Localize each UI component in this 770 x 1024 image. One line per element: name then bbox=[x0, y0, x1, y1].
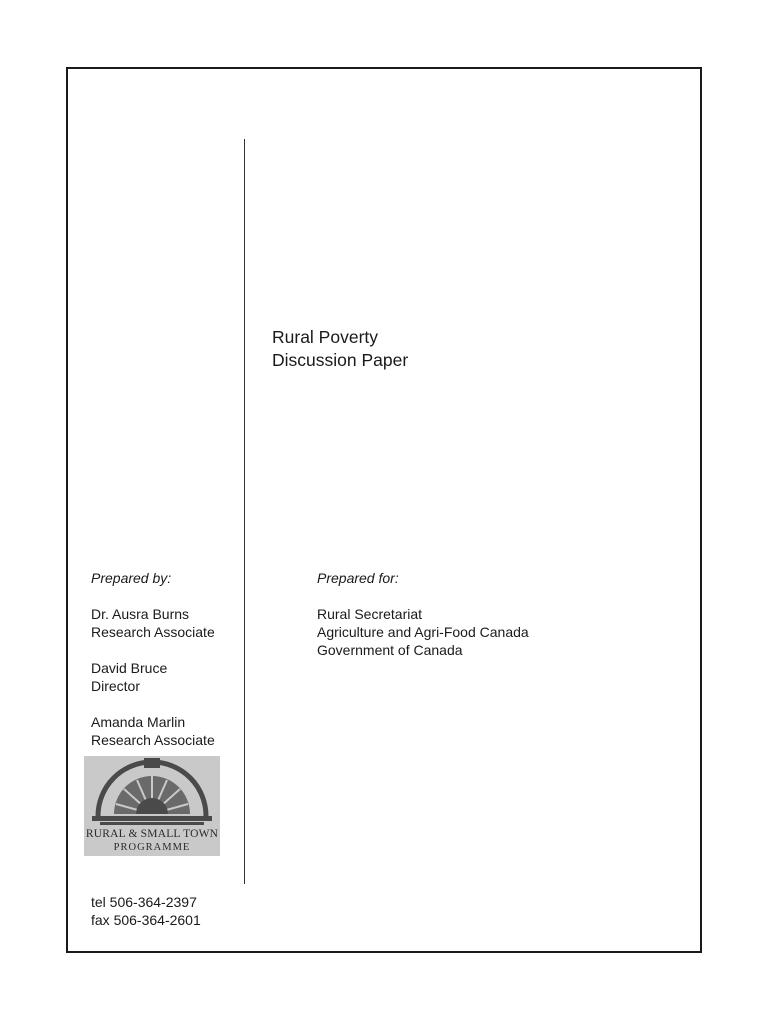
author-name: Dr. Ausra Burns bbox=[91, 606, 190, 622]
title-line-2: Discussion Paper bbox=[272, 350, 409, 370]
rural-small-town-programme-logo bbox=[84, 756, 220, 856]
contact-info bbox=[91, 893, 201, 929]
logo-text-line-2: PROGRAMME bbox=[113, 842, 191, 853]
client-line: Government of Canada bbox=[317, 642, 463, 658]
document-title bbox=[272, 326, 408, 372]
logo-text-line-1: RURAL & SMALL TOWN bbox=[85, 828, 219, 840]
prepared-for-section bbox=[317, 569, 529, 659]
client-line: Agriculture and Agri-Food Canada bbox=[317, 624, 529, 640]
prepared-by-section bbox=[91, 569, 215, 749]
prepared-for-heading: Prepared for: bbox=[317, 570, 399, 586]
fanlight-emblem-icon bbox=[84, 756, 220, 828]
author-name: Amanda Marlin bbox=[91, 714, 186, 730]
author-role: Research Associate bbox=[91, 732, 215, 748]
author-role: Research Associate bbox=[91, 624, 215, 640]
author-name: David Bruce bbox=[91, 660, 168, 676]
telephone-number: tel 506-364-2397 bbox=[91, 894, 197, 910]
fax-number: fax 506-364-2601 bbox=[91, 912, 201, 928]
prepared-by-heading: Prepared by: bbox=[91, 570, 172, 586]
vertical-divider bbox=[244, 139, 245, 884]
client-line: Rural Secretariat bbox=[317, 606, 423, 622]
title-line-1: Rural Poverty bbox=[272, 327, 379, 347]
author-role: Director bbox=[91, 678, 141, 694]
